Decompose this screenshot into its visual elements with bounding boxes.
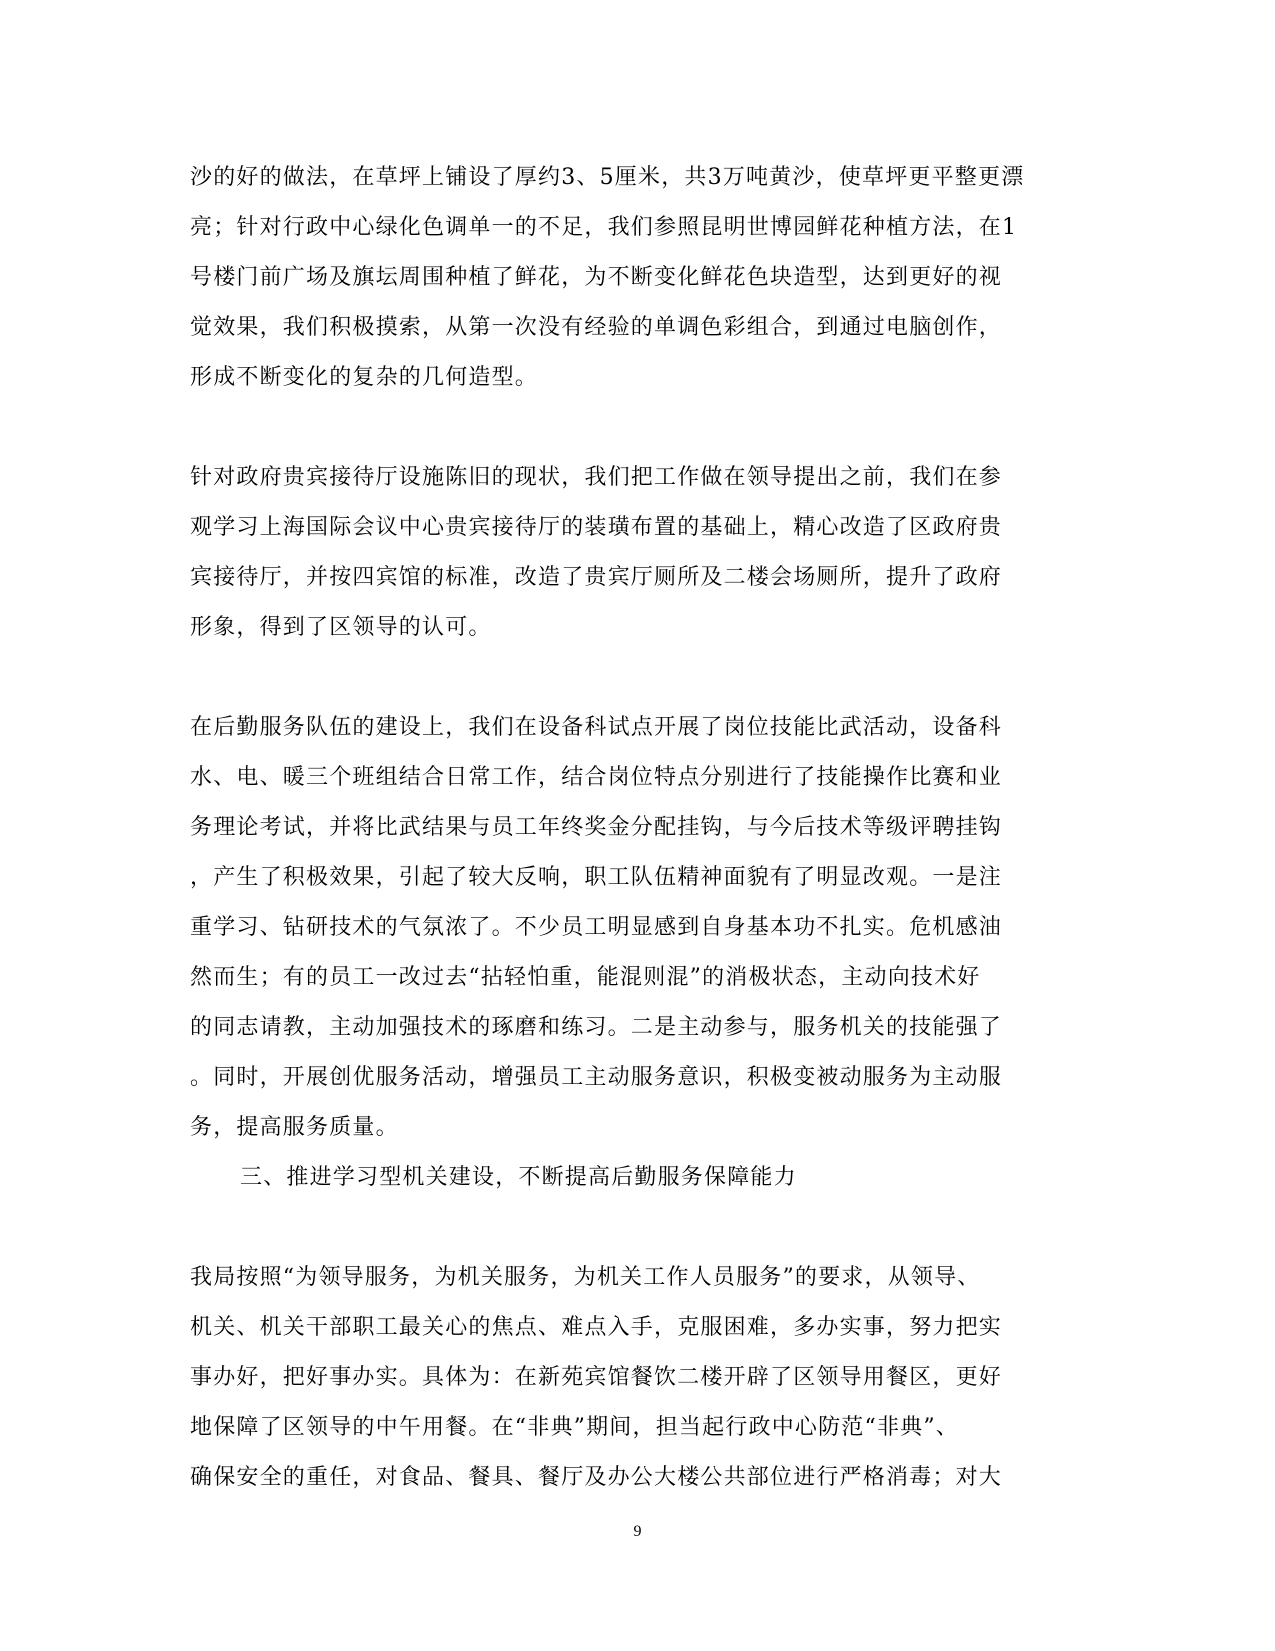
paragraph-spacer: [190, 403, 1085, 453]
section-heading: 三、推进学习型机关建设，不断提高后勤服务保障能力: [240, 1165, 797, 1190]
text-line: 。同时，开展创优服务活动，增强员工主动服务意识，积极变被动服务为主动服: [190, 1065, 1003, 1090]
text-line: 宾接待厅，并按四宾馆的标准，改造了贵宾厅厕所及二楼会场厕所，提升了政府: [190, 565, 1003, 590]
paragraph-spacer: [190, 1203, 1085, 1253]
text-line: ，产生了积极效果，引起了较大反响，职工队伍精神面貌有了明显改观。一是注: [190, 865, 1003, 890]
text-line: 号楼门前广场及旗坛周围种植了鲜花，为不断变化鲜花色块造型，达到更好的视: [190, 265, 1003, 290]
text-line: 的同志请教，主动加强技术的琢磨和练习。二是主动参与，服务机关的技能强了: [190, 1015, 1003, 1040]
document-body: [190, 153, 1085, 1503]
text-line: 确保安全的重任，对食品、餐具、餐厅及办公大楼公共部位进行严格消毒；对大: [190, 1465, 1003, 1490]
text-line: 形成不断变化的复杂的几何造型。: [190, 365, 539, 390]
text-line: 机关、机关干部职工最关心的焦点、难点入手，克服困难，多办实事，努力把实: [190, 1315, 1003, 1340]
text-line: 我局按照“为领导服务，为机关服务，为机关工作人员服务”的要求，从领导、: [190, 1265, 981, 1290]
text-line: 在后勤服务队伍的建设上，我们在设备科试点开展了岗位技能比武活动，设备科: [190, 715, 1003, 740]
page-number: 9: [633, 1523, 642, 1540]
text-line: 重学习、钻研技术的气氛浓了。不少员工明显感到自身基本功不扎实。危机感油: [190, 915, 1003, 940]
text-line: 沙的好的做法，在草坪上铺设了厚约3、5厘米，共3万吨黄沙，使草坪更平整更漂: [190, 165, 1025, 190]
text-line: 针对政府贵宾接待厅设施陈旧的现状，我们把工作做在领导提出之前，我们在参: [190, 465, 1003, 490]
text-line: 形象，得到了区领导的认可。: [190, 615, 492, 640]
text-line: 然而生；有的员工一改过去“拈轻怕重，能混则混”的消极状态，主动向技术好: [190, 965, 981, 990]
text-line: 水、电、暖三个班组结合日常工作，结合岗位特点分别进行了技能操作比赛和业: [190, 765, 1003, 790]
text-line: 觉效果，我们积极摸索，从第一次没有经验的单调色彩组合，到通过电脑创作，: [190, 315, 1003, 340]
paragraph: [190, 453, 1085, 653]
paragraph-spacer: [190, 653, 1085, 703]
paragraph: [190, 153, 1085, 403]
text-line: 事办好，把好事办实。具体为：在新苑宾馆餐饮二楼开辟了区领导用餐区，更好: [190, 1365, 1003, 1390]
text-line: 地保障了区领导的中午用餐。在“非典”期间，担当起行政中心防范“非典”、: [190, 1415, 959, 1440]
paragraph: [190, 1253, 1085, 1503]
text-line: 务理论考试，并将比武结果与员工年终奖金分配挂钩，与今后技术等级评聘挂钩: [190, 815, 1003, 840]
text-line: 亮；针对行政中心绿化色调单一的不足，我们参照昆明世博园鲜花种植方法，在1: [190, 215, 1018, 240]
text-line: 务，提高服务质量。: [190, 1115, 399, 1140]
text-line: 观学习上海国际会议中心贵宾接待厅的装璜布置的基础上，精心改造了区政府贵: [190, 515, 1003, 540]
paragraph: [190, 703, 1085, 1153]
